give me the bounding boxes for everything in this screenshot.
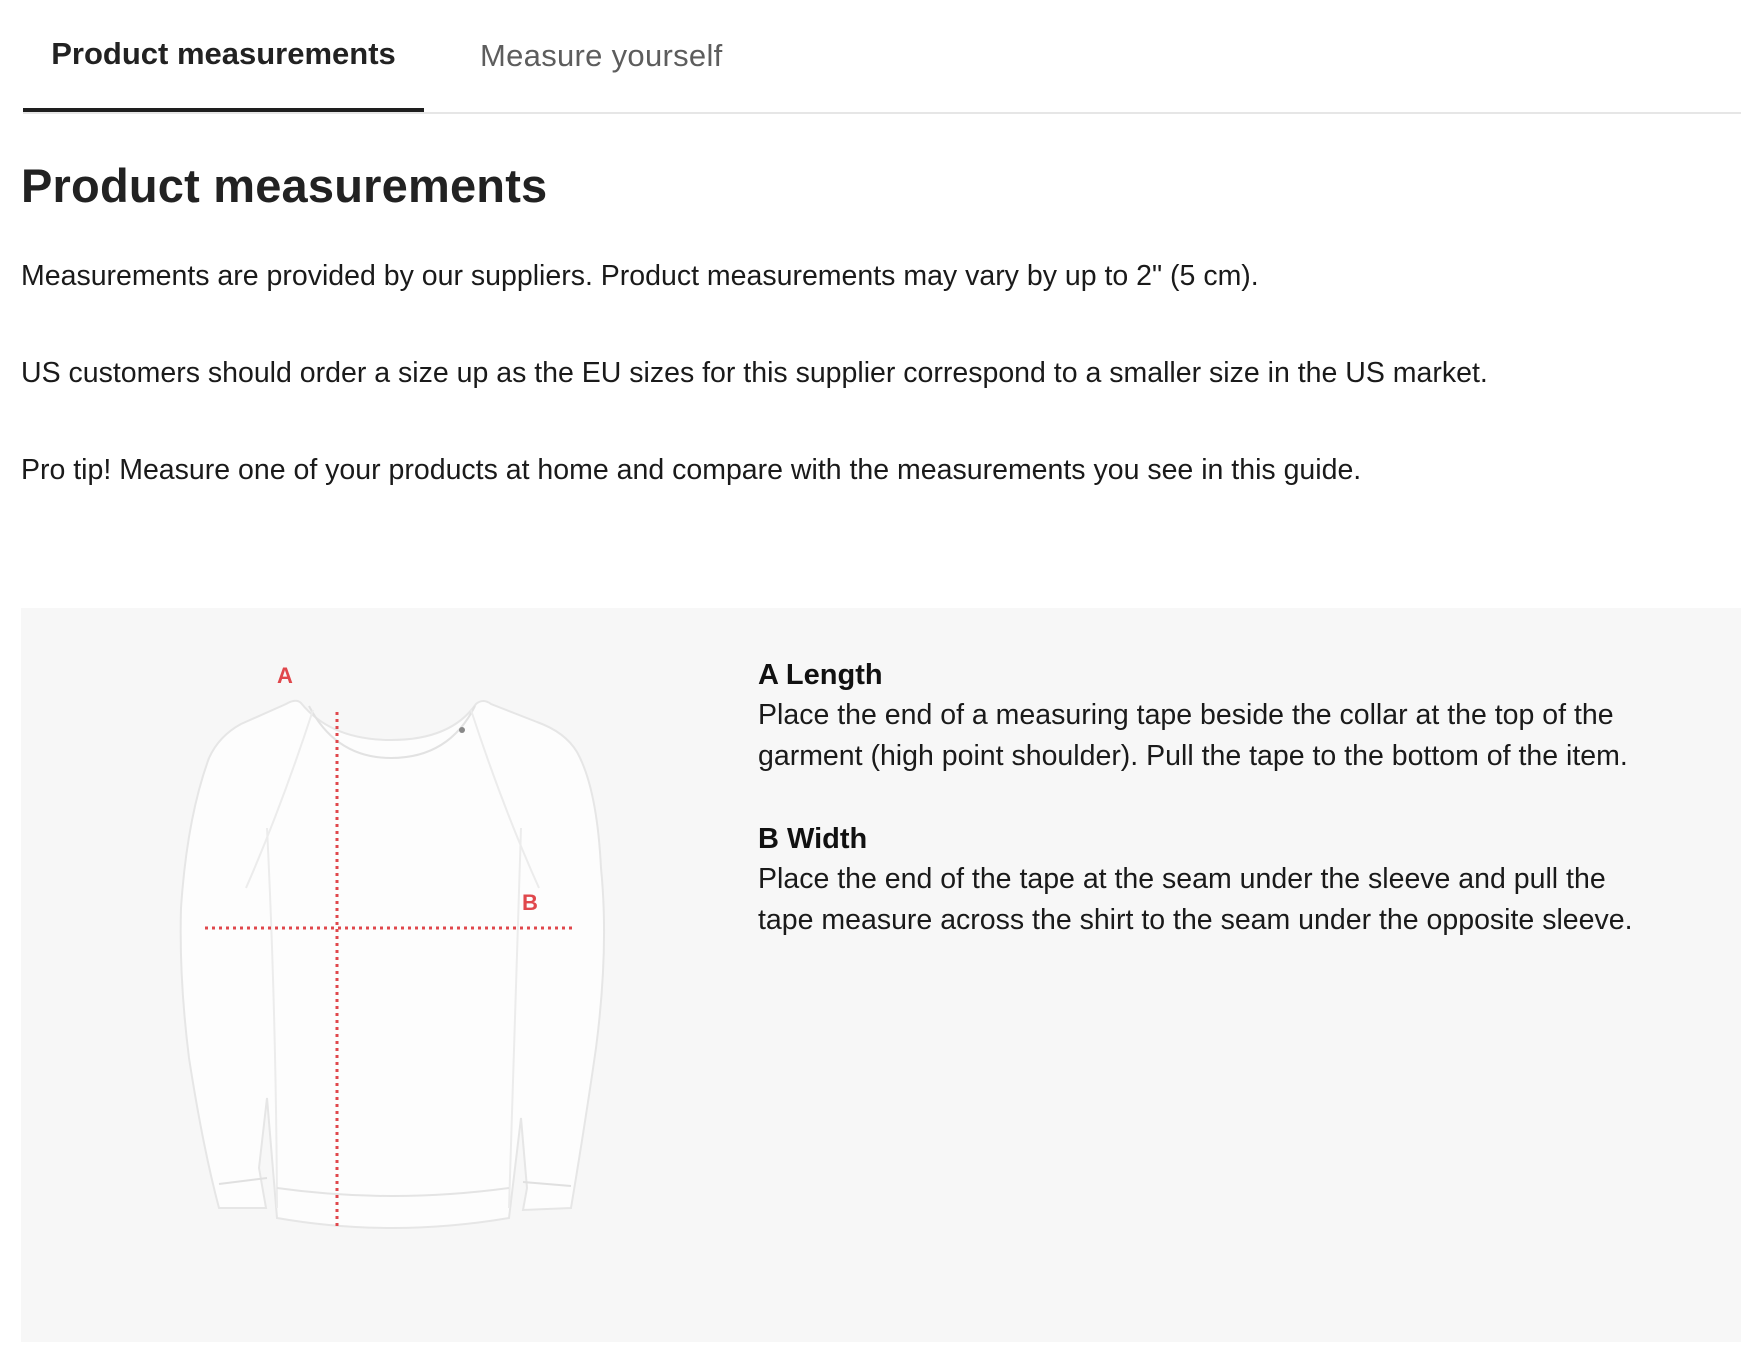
instruction-length-title: A Length bbox=[758, 659, 883, 691]
collar-tag-dot bbox=[459, 727, 465, 733]
tab-bar bbox=[23, 0, 1741, 114]
measurement-instructions bbox=[758, 655, 1718, 941]
suppliers-note: Measurements are provided by our suppliers. Product measurements may vary by up to 2" (5 cm). bbox=[21, 260, 1259, 292]
instruction-length bbox=[758, 655, 1718, 777]
length-marker-label: A bbox=[277, 663, 293, 688]
measurement-guide bbox=[21, 608, 1741, 1342]
us-sizing-note: US customers should order a size up as the EU sizes for this supplier correspond to a smaller size in the US market. bbox=[21, 357, 1488, 389]
instruction-length-line-2: garment (high point shoulder). Pull the tape to the bottom of the item. bbox=[758, 740, 1628, 772]
page-title: Product measurements bbox=[21, 159, 548, 212]
instruction-width-title: B Width bbox=[758, 823, 868, 855]
sweatshirt-illustration bbox=[91, 648, 691, 1288]
instruction-length-line-1: Place the end of a measuring tape beside the collar at the top of the bbox=[758, 699, 1614, 731]
sweatshirt-body bbox=[181, 701, 604, 1228]
instruction-width bbox=[758, 819, 1718, 941]
tab-measure-yourself[interactable]: Measure yourself bbox=[480, 38, 723, 73]
width-marker-label: B bbox=[522, 890, 538, 915]
pro-tip-note: Pro tip! Measure one of your products at home and compare with the measurements you see in this guide. bbox=[21, 454, 1362, 486]
instruction-width-line-2: tape measure across the shirt to the seam under the opposite sleeve. bbox=[758, 904, 1633, 936]
instruction-width-line-1: Place the end of the tape at the seam under the sleeve and pull the bbox=[758, 863, 1606, 895]
tab-product-measurements[interactable]: Product measurements bbox=[23, 0, 424, 112]
